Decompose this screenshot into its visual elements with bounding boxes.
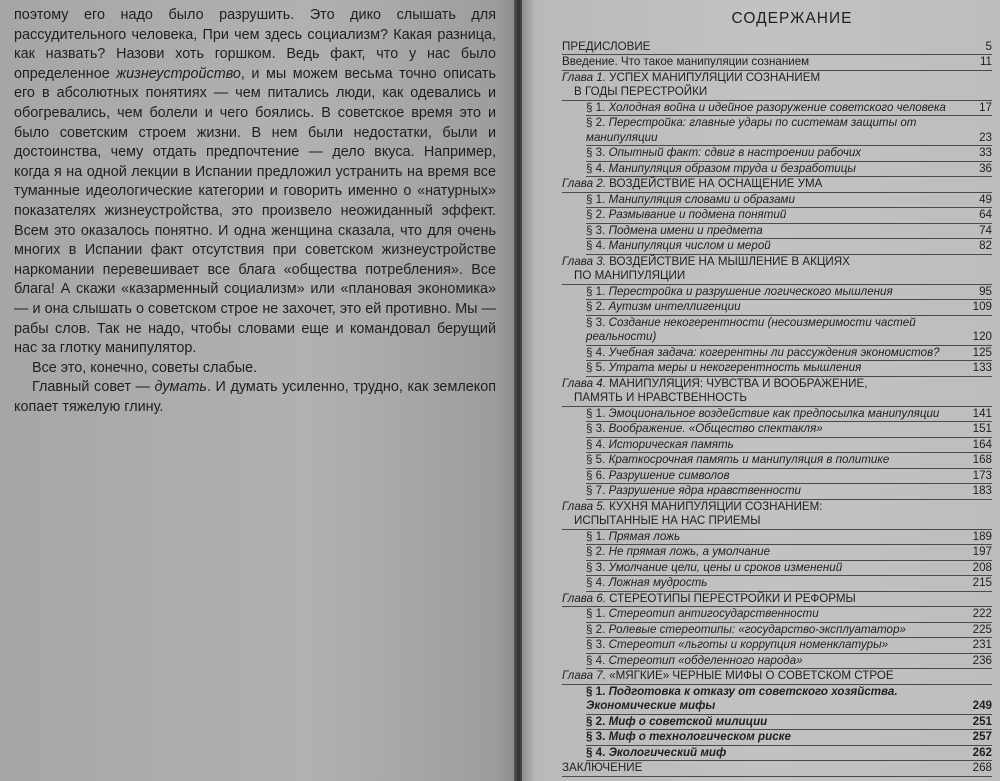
toc-section <box>586 607 992 623</box>
section-number: § 1. <box>586 684 606 698</box>
section-page: 141 <box>972 406 992 420</box>
section-number: § 7. <box>586 484 606 497</box>
section-title: Умолчание цели, цены и сроков изменений <box>608 560 843 574</box>
section-page: 183 <box>972 484 992 497</box>
toc-section <box>586 285 992 301</box>
toc-section <box>586 561 992 577</box>
section-page: 251 <box>972 714 992 728</box>
chapter-title: СТЕРЕОТИПЫ ПЕРЕСТРОЙКИ И РЕФОРМЫ <box>609 591 856 605</box>
section-number: § 2. <box>586 545 606 558</box>
toc-section <box>586 193 992 209</box>
toc-chapters <box>562 71 992 762</box>
toc-section <box>586 208 992 224</box>
section-number: § 4. <box>586 239 606 252</box>
section-title: Эмоциональное воздействие как предпосылка манипуляции <box>608 406 940 420</box>
toc-chapter <box>562 377 992 407</box>
section-page: 262 <box>972 745 992 759</box>
section-number: § 3. <box>586 560 606 574</box>
chapter-label: Глава 7. <box>562 669 606 682</box>
toc-section <box>586 453 992 469</box>
toc-section <box>586 530 992 546</box>
toc-section <box>586 116 992 146</box>
toc-section <box>586 422 992 438</box>
chapter-label: Глава 4. <box>562 376 606 390</box>
toc-section <box>586 224 992 240</box>
section-page: 33 <box>979 146 992 159</box>
section-page: 215 <box>972 576 992 589</box>
section-title: Ложная мудрость <box>608 576 708 589</box>
section-page: 197 <box>972 545 992 558</box>
section-title: Перестройка: главные удары по системам защиты от манипуляции <box>586 116 917 144</box>
toc-section <box>586 638 992 654</box>
section-number: § 5. <box>586 453 606 466</box>
section-number: § 1. <box>586 607 606 620</box>
section-number: § 2. <box>586 622 606 636</box>
section-page: 74 <box>979 223 992 237</box>
body-text <box>14 6 496 417</box>
chapter-title-line2: ПО МАНИПУЛЯЦИИ <box>574 269 686 282</box>
section-page: 133 <box>972 361 992 374</box>
section-title: Стереотип «обделенного народа» <box>608 653 803 667</box>
section-title: Краткосрочная память и манипуляция в политике <box>608 453 890 466</box>
chapter-label: Глава 6. <box>562 591 606 605</box>
paragraph-2: Все это, конечно, советы слабые. <box>32 359 258 376</box>
toc-section <box>586 146 992 162</box>
section-number: § 2. <box>586 208 606 221</box>
toc-section <box>586 715 992 731</box>
section-number: § 1. <box>586 406 606 420</box>
section-page: 164 <box>972 437 992 451</box>
chapter-label: Глава 1. <box>562 70 606 84</box>
section-title: Манипуляция образом труда и безработицы <box>608 161 856 175</box>
section-page: 125 <box>972 345 992 359</box>
section-number: § 3. <box>586 638 606 651</box>
section-title: Учебная задача: когерентны ли рассуждения экономистов? <box>608 345 940 359</box>
section-page: 49 <box>979 192 992 206</box>
section-title: Аутизм интеллигенции <box>608 300 741 313</box>
toc-chapter <box>562 592 992 608</box>
section-page: 222 <box>972 607 992 620</box>
section-title: Ролевые стереотипы: «государство-эксплуататор» <box>608 622 906 636</box>
section-title: Перестройка и разрушение логического мышления <box>608 284 893 298</box>
section-number: § 2. <box>586 300 606 313</box>
section-number: § 4. <box>586 345 606 359</box>
toc-chapter <box>562 255 992 285</box>
section-page: 109 <box>972 300 992 313</box>
section-page: 257 <box>972 730 992 743</box>
toc-section <box>586 654 992 670</box>
section-page: 120 <box>972 330 992 343</box>
paragraph-3: Главный совет — думать. И думать усиленно, трудно, как землекоп копает тяжелую глину. <box>14 379 496 415</box>
toc-intro: Введение. Что такое манипуляции сознанием 11 <box>562 55 992 71</box>
section-page: 36 <box>979 161 992 175</box>
chapter-title: «МЯГКИЕ» ЧЕРНЫЕ МИФЫ О СОВЕТСКОМ СТРОЕ <box>609 669 894 682</box>
toc-section <box>586 346 992 362</box>
section-title: Стереотип антигосударственности <box>608 607 819 620</box>
section-title: Воображение. «Общество спектакля» <box>608 422 823 435</box>
section-number: § 1. <box>586 100 606 114</box>
section-page: 249 <box>972 699 992 712</box>
chapter-title: МАНИПУЛЯЦИЯ: ЧУВСТВА И ВООБРАЖЕНИЕ, <box>609 376 868 390</box>
section-number: § 3. <box>586 315 606 329</box>
section-number: § 1. <box>586 529 606 543</box>
chapter-title: ВОЗДЕЙСТВИЕ НА ОСНАЩЕНИЕ УМА <box>609 177 823 190</box>
section-title: Миф о технологическом риске <box>608 730 791 743</box>
section-number: § 1. <box>586 192 606 206</box>
toc-chapter <box>562 71 992 101</box>
section-page: 95 <box>979 284 992 298</box>
section-number: § 2. <box>586 116 606 129</box>
toc-conclusion: ЗАКЛЮЧЕНИЕ 268 <box>562 761 992 777</box>
table-of-contents <box>562 8 992 777</box>
toc-section <box>586 623 992 639</box>
section-title: Историческая память <box>608 437 734 451</box>
toc-section <box>586 685 992 715</box>
section-page: 82 <box>979 239 992 252</box>
section-number: § 3. <box>586 422 606 435</box>
toc-section <box>586 746 992 762</box>
section-title: Не прямая ложь, а умолчание <box>608 545 771 558</box>
section-title: Подмена имени и предмета <box>608 223 763 237</box>
section-title: Манипуляция словами и образами <box>608 192 795 206</box>
toc-section <box>586 730 992 746</box>
section-number: § 2. <box>586 714 606 728</box>
chapter-title-line2: ИСПЫТАННЫЕ НА НАС ПРИЕМЫ <box>574 514 761 527</box>
section-number: § 4. <box>586 745 606 759</box>
toc-chapter <box>562 500 992 530</box>
section-number: § 4. <box>586 437 606 451</box>
toc-section <box>586 484 992 500</box>
toc-chapter <box>562 669 992 685</box>
section-title: Холодная война и идейное разоружение советского человека <box>608 100 946 114</box>
section-page: 64 <box>979 208 992 221</box>
chapter-label: Глава 5. <box>562 499 606 513</box>
toc-section <box>586 316 992 346</box>
chapter-title: ВОЗДЕЙСТВИЕ НА МЫШЛЕНИЕ В АКЦИЯХ <box>609 254 850 268</box>
right-page <box>522 0 1000 781</box>
section-title: Экологический миф <box>608 745 727 759</box>
section-title: Создание некогерентности (несоизмеримости частей реальности) <box>586 315 916 343</box>
toc-section <box>586 545 992 561</box>
toc-section <box>586 101 992 117</box>
paragraph-1: поэтому его надо было разрушить. Это дико слышать для рассудительного человека, При чем здесь социализм? Какая разница, как назвать? Назови хоть горшком. Ведь факт, что у нас было определенное жизнеустройство, и мы можем весьма точно описать его в абсолютных понятиях — чем питались люди, как одевались и обогревались, чем болели и чего боялись. В советское время это и было советским строем жизни. В нем были недостатки, были и достоинства, чему отдать предпочтение — дело вкуса. Например, когда я на одной лекции в Испании предложил устранить на время все туманные идеологические категории и говорить именно о «натурных» показателях жизнеустройства, это произвело неожиданный эффект. Всем это оказалось понятно. И одна женщина сказала, что для очень многих в Испании факт отсутствия при советском жизнеустройстве наркомании перевешивает все блага «общества потребления». Все блага! А скажи «казарменный социализм» или «плановая экономика» — и она слышать о советском строе не захочет, это ей противно. Мы — рабы слов. Так не надо, чтобы словами еще и командовал берущий нас за глотку манипулятор. <box>14 7 497 357</box>
toc-preface: ПРЕДИСЛОВИЕ 5 <box>562 40 992 56</box>
section-title: Утрата меры и некогерентность мышления <box>608 361 862 374</box>
section-title: Подготовка к отказу от советского хозяйства. Экономические мифы <box>586 684 898 712</box>
section-title: Прямая ложь <box>608 529 681 543</box>
section-number: § 4. <box>586 161 606 175</box>
section-title: Разрушение символов <box>608 468 730 482</box>
section-page: 231 <box>972 638 992 651</box>
section-number: § 4. <box>586 576 606 589</box>
chapter-title: КУХНЯ МАНИПУЛЯЦИИ СОЗНАНИЕМ: <box>609 499 823 513</box>
chapter-label: Глава 2. <box>562 177 606 190</box>
section-title: Стереотип «льготы и коррупция номенклатуры» <box>608 638 889 651</box>
section-page: 208 <box>972 560 992 574</box>
section-title: Разрушение ядра нравственности <box>608 484 801 497</box>
toc-section <box>586 576 992 592</box>
section-number: § 1. <box>586 284 606 298</box>
chapter-label: Глава 3. <box>562 254 606 268</box>
section-page: 168 <box>972 453 992 466</box>
section-number: § 5. <box>586 361 606 374</box>
section-number: § 3. <box>586 730 606 743</box>
toc-section <box>586 239 992 255</box>
toc-title: СОДЕРЖАНИЕ <box>731 10 853 27</box>
chapter-title-line2: В ГОДЫ ПЕРЕСТРОЙКИ <box>574 85 708 98</box>
toc-section <box>586 162 992 178</box>
toc-section <box>586 469 992 485</box>
toc-chapter <box>562 177 992 193</box>
chapter-title-line2: ПАМЯТЬ И НРАВСТВЕННОСТЬ <box>574 391 747 404</box>
section-page: 173 <box>972 468 992 482</box>
chapter-title: УСПЕХ МАНИПУЛЯЦИИ СОЗНАНИЕМ <box>609 70 821 84</box>
section-number: § 4. <box>586 653 606 667</box>
section-number: § 6. <box>586 468 606 482</box>
section-number: § 3. <box>586 146 606 159</box>
section-page: 17 <box>979 100 992 114</box>
section-page: 23 <box>979 130 992 144</box>
section-page: 151 <box>972 422 992 435</box>
toc-section <box>586 407 992 423</box>
toc-section <box>586 438 992 454</box>
section-number: § 3. <box>586 223 606 237</box>
section-title: Размывание и подмена понятий <box>608 208 787 221</box>
section-page: 225 <box>972 622 992 636</box>
toc-section <box>586 361 992 377</box>
toc-section <box>586 300 992 316</box>
section-page: 189 <box>972 529 992 543</box>
section-title: Манипуляция числом и мерой <box>608 239 771 252</box>
section-page: 236 <box>972 653 992 667</box>
section-title: Миф о советской милиции <box>608 714 768 728</box>
section-title: Опытный факт: сдвиг в настроении рабочих <box>608 146 862 159</box>
